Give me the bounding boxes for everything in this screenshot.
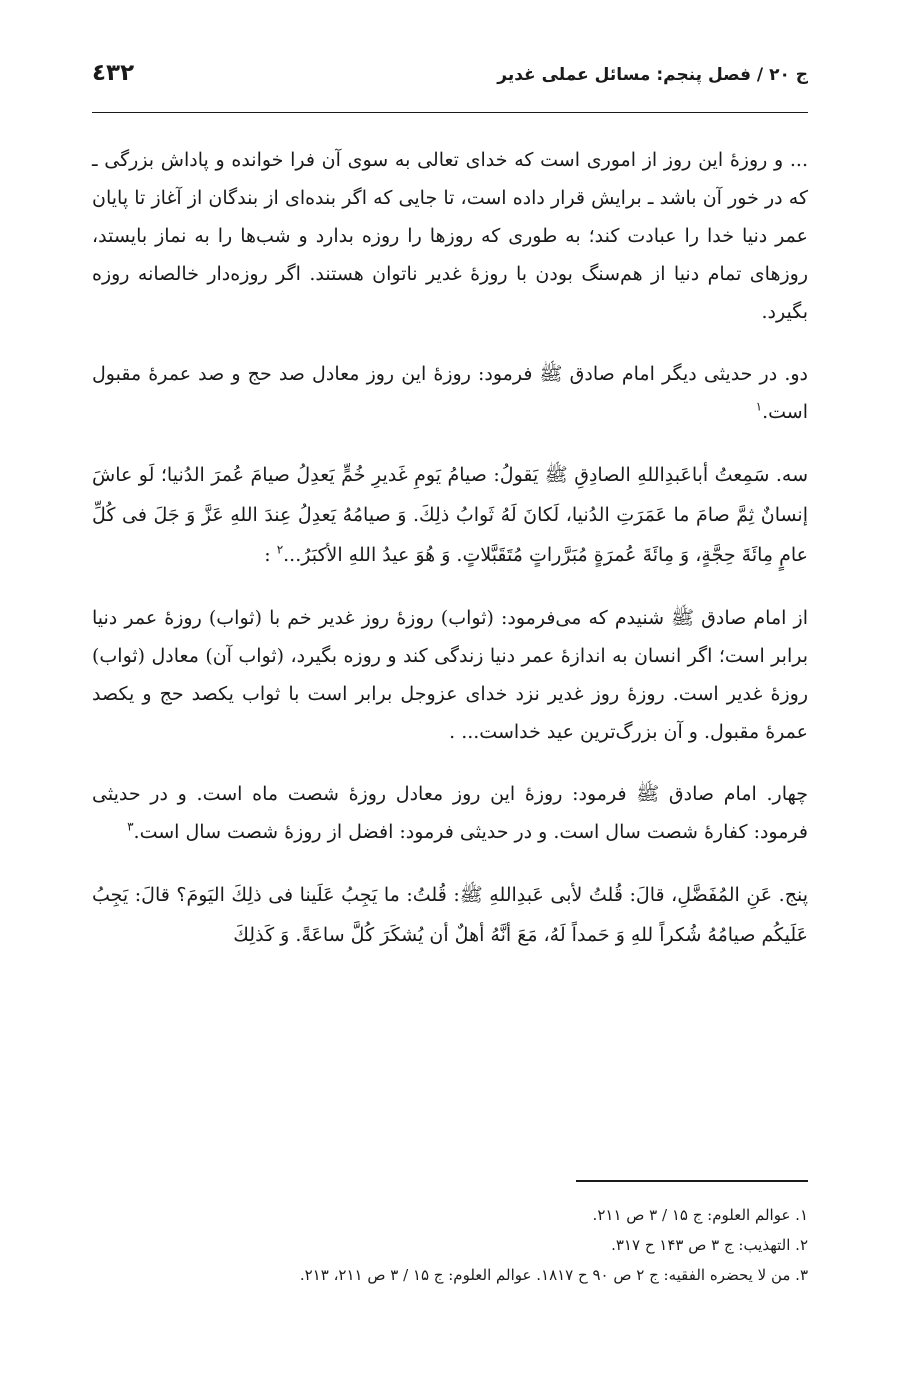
body-text: [92, 141, 808, 955]
footnote-mark-3[interactable]: ٣: [127, 819, 134, 834]
page-number: ٤٣٢: [92, 60, 135, 86]
paragraph-6-arabic-hadith: پنج. عَنِ المُفَضَّلِ، قالَ: قُلتُ لأبی عَبدِاللهِ ﷺ: قُلتُ: ما يَجِبُ عَلَينا فی ذلِكَ اليَومَ؟ قالَ: يَجِبُ عَلَيكُم صيامُهُ شُكراً للهِ وَ حَمداً لَهُ، مَعَ أنَّهُ أهلٌ أن يُشكَرَ كُلَّ ساعَةً. وَ كَذلِكَ: [92, 884, 808, 946]
paragraph-3-arabic-hadith: سه. سَمِعتُ أباعَبدِاللهِ الصادِقِ ﷺ يَقولُ: صيامُ يَومِ غَديرِ خُمٍّ يَعدِلُ صيامَ عُمرَ الدُنيا؛ لَو عاشَ إنسانٌ ثِمَّ صامَ ما عَمَرَتِ الدُنيا، لَكانَ لَهُ ثَوابُ ذلِكَ. وَ صيامُهُ يَعدِلُ عِندَ اللهِ عَزَّ وَ جَلَ فی كُلِّ عامٍ مِائَةَ حِجَّةٍ، وَ مِائَةَ عُمرَةٍ مُبَرَّراتٍ مُتَقَبَّلاتٍ. وَ هُوَ عيدُ اللهِ الأكبَرُ...$^٢$ :: [92, 464, 808, 566]
footnote-1: ۱. عوالم العلوم: ج ۱۵ / ۳ ص ۲۱۱.: [592, 1206, 808, 1224]
paragraph-4-translation: از امام صادق ﷺ شنیدم که می‌فرمود: (ثواب) روزهٔ روز غدیر خم با (ثواب) روزهٔ عمر دنیا برابر است؛ اگر انسان به اندازهٔ عمر دنیا زندگی کند و روزه بگیرد، (ثواب آن) معادل (ثواب) روزهٔ غدیر است. روزهٔ روز غدیر نزد خدای عزوجل برابر است با ثواب یکصد حج و یکصد عمرهٔ مقبول. و آن بزرگ‌ترین عید خداست... .: [92, 607, 808, 743]
footnote-3: ۳. من لا یحضره الفقیه: ج ۲ ص ۹۰ ح ۱۸۱۷. عوالم العلوم: ج ۱۵ / ۳ ص ۲۱۱، ۲۱۳.: [299, 1266, 808, 1284]
footnote-separator: [576, 1180, 808, 1182]
page-header: [92, 60, 808, 108]
footnote-mark-1[interactable]: ١: [755, 399, 763, 414]
running-head: ج ۲۰ / فصل پنجم: مسائل عملی غدیر: [497, 65, 808, 85]
paragraph-5: چهار. امام صادق ﷺ فرمود: روزهٔ این روز معادل روزهٔ شصت ماه است. و در حدیثی فرمود: کفارهٔ شصت سال است. و در حدیثی فرمود: افضل از روزهٔ شصت سال است.$^٣$: [92, 783, 808, 843]
header-rule: [92, 112, 808, 113]
paragraph-2: دو. در حدیثی دیگر امام صادق ﷺ فرمود: روزهٔ این روز معادل صد حج و صد عمرهٔ مقبول است.$^١$: [92, 363, 808, 423]
footnote-mark-2[interactable]: ٢: [276, 542, 284, 557]
book-page: [92, 60, 808, 1284]
footnotes: [92, 1200, 808, 1290]
paragraph-1: ... و روزهٔ این روز از اموری است که خدای تعالی به سوی آن فرا خوانده و پاداش بزرگی ـ که در خور آن باشد ـ برایش قرار داده است، تا جایی که اگر بنده‌ای از بندگان از آغاز تا پایان عمر دنیا خدا را عبادت کند؛ به طوری که روزها را روزه بدارد و شب‌ها را به نماز بایستد، روزهای تمام دنیا از هم‌سنگ بودن با روزهٔ غدیر ناتوان هستند. اگر روزه‌دار خالصانه روزه بگیرد.: [92, 149, 808, 323]
footnote-2: ۲. التهذیب: ج ۳ ص ۱۴۳ ح ۳۱۷.: [611, 1236, 808, 1254]
